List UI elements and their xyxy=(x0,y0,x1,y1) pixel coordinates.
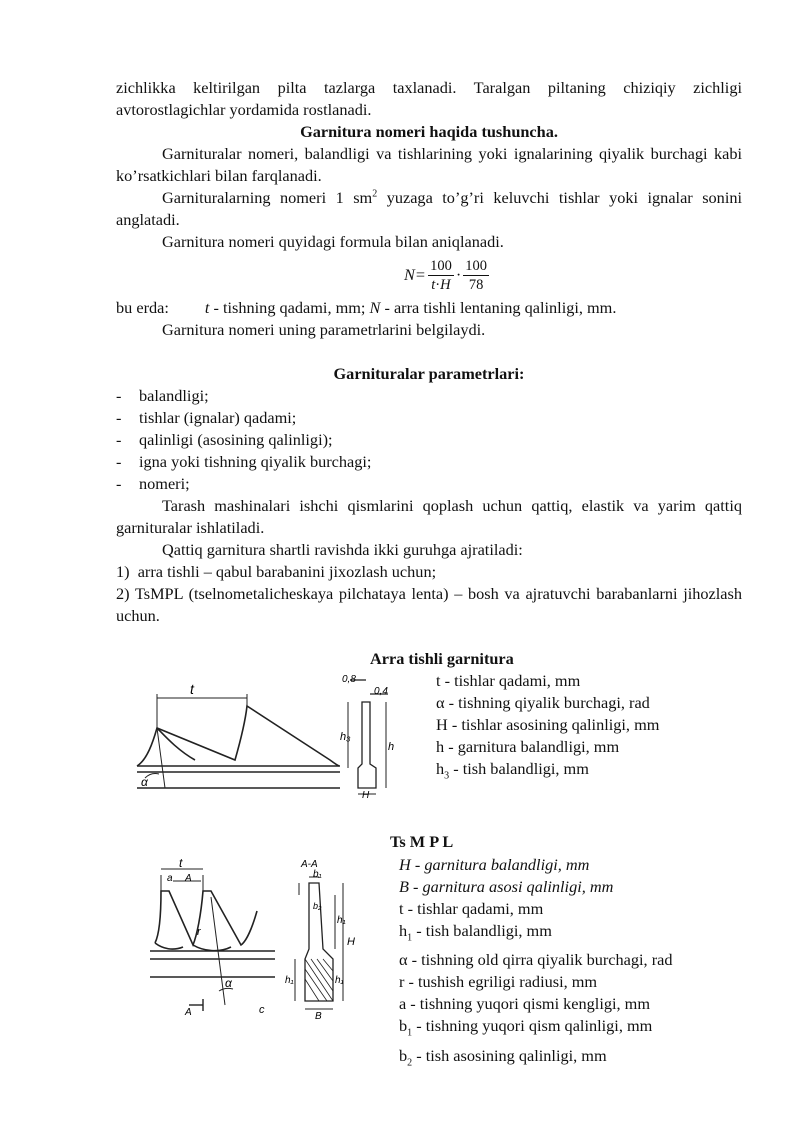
legend-item: H - garnitura balandligi, mm xyxy=(399,855,590,874)
document-page xyxy=(116,77,742,627)
legend-item: α - tishning qiyalik burchagi, rad xyxy=(436,693,650,712)
list-item: - igna yoki tishning qiyalik burchagi; xyxy=(116,451,742,473)
figure1-label-h: h xyxy=(388,741,395,753)
section-title-garnitura-nomeri: Garnitura nomeri haqida tushuncha. xyxy=(300,122,558,141)
figure2-label-alpha: α xyxy=(225,976,232,990)
paragraph-garnitura-turlari: Tarash mashinalari ishchi qismlarini qoplash uchun qattiq, elastik va yarim qattiq garnituralar ishlatiladi. xyxy=(116,496,742,537)
figure2-label-A: A xyxy=(185,873,192,884)
figure2-drawing xyxy=(145,855,280,1020)
list-item: - nomeri; xyxy=(116,473,742,495)
figure1-label-08: 0,8 xyxy=(342,674,356,685)
figure2-label-b1: b₁ xyxy=(313,869,322,880)
figure2-label-h1-right: h₁ xyxy=(335,975,344,986)
paragraph-garnitura-farq: Garnituralar nomeri, balandligi va tishlarining yoki ignalarining qiyalik burchagi kabi ko’rsatkichlari bilan farqlanadi. xyxy=(116,144,742,185)
figure1-label-H: H xyxy=(362,790,370,800)
numbered-item-2: 2) TsMPL (tselnometalicheskaya pilchataya lenta) – bosh va ajratuvchi barabanlarni jihozlash uchun. xyxy=(116,584,742,625)
figure2-legend xyxy=(399,854,673,1074)
figure1-label-alpha: α xyxy=(141,775,148,789)
paragraph-formula-intro: Garnitura nomeri quyidagi formula bilan aniqlanadi. xyxy=(162,232,504,251)
figure1-label-h3: h₃ xyxy=(340,731,351,743)
figure1-label-t: t xyxy=(190,681,194,697)
parameter-list xyxy=(116,385,742,495)
figure2-label-h1-top: h₁ xyxy=(337,915,346,926)
legend-item: t - tishlar qadami, mm xyxy=(436,671,581,690)
formula-definitions: bu erda: t - tishning qadami, mm; N - arra tishli lentaning qalinligi, mm. xyxy=(116,298,617,317)
figure2-label-a: a xyxy=(167,873,173,884)
legend-item: $h_3$ - tish balandligi, mm xyxy=(436,759,589,782)
figure1-label-04: 0,4 xyxy=(374,686,388,697)
figure2-label-c: c xyxy=(259,1004,265,1016)
list-item: - qalinligi (asosining qalinligi); xyxy=(116,429,742,451)
legend-item: B - garnitura asosi qalinligi, mm xyxy=(399,877,614,896)
paragraph-ikki-guruh: Qattiq garnitura shartli ravishda ikki guruhga ajratiladi: xyxy=(162,540,523,559)
legend-item: H - tishlar asosining qalinligi, mm xyxy=(436,715,660,734)
figure1-legend xyxy=(436,670,659,787)
list-item: - tishlar (ignalar) qadami; xyxy=(116,407,742,429)
list-item: - balandligi; xyxy=(116,385,742,407)
figure2-section-drawing xyxy=(285,855,365,1020)
legend-item: t - tishlar qadami, mm xyxy=(399,899,544,918)
paragraph-parametrlar: Garnitura nomeri uning parametrlarini belgilaydi. xyxy=(162,320,486,339)
figure2-label-r: r xyxy=(197,926,201,938)
legend-item: α - tishning old qirra qiyalik burchagi, rad xyxy=(399,950,673,970)
legend-item: a - tishning yuqori qismi kengligi, mm xyxy=(399,994,650,1014)
paragraph-garnitura-nomeri: Garnituralarning nomeri 1 $sm^2$ yuzaga to’g’ri keluvchi tishlar yoki ignalar sonini anglatadi. xyxy=(116,188,743,229)
figure2-label-b2: b₂ xyxy=(313,901,322,911)
legend-item: r - tushish egriligi radiusi, mm xyxy=(399,972,598,992)
intro-paragraph: zichlikka keltirilgan pilta tazlarga taxlanadi. Taralgan piltaning chiziqiy zichligi avtorostlagichlar yordamida rostlanadi. xyxy=(116,78,742,119)
figure2-label-AA: A-A xyxy=(301,859,318,870)
figure2-label-h1-left: h₁ xyxy=(285,975,294,986)
legend-item: $b_1$ - tishning yuqori qism qalinligi, mm xyxy=(399,1016,653,1039)
figure1-section-drawing xyxy=(340,672,412,800)
figure2-label-t: t xyxy=(179,856,183,870)
legend-item: $h_1$ - tish balandligi, mm xyxy=(399,921,552,944)
numbered-item-1: 1) arra tishli – qabul barabanini jixozlash uchun; xyxy=(116,562,437,581)
formula-garnitura-nomeri: N = $\frac{100}{t\cdot H}$ · $\frac{100}{78}$ xyxy=(404,257,487,293)
figure2-label-A-bottom: A xyxy=(185,1007,192,1018)
section-title-parametrlar: Garnituralar parametrlari: xyxy=(333,364,525,383)
figure2-label-H: H xyxy=(347,936,355,948)
legend-item: $b_2$ - tish asosining qalinligi, mm xyxy=(399,1045,607,1068)
legend-item: h - garnitura balandligi, mm xyxy=(436,737,620,756)
figure2-label-B: B xyxy=(315,1011,322,1020)
figure2-title: Ts M P L xyxy=(390,832,454,851)
figure1-title: Arra tishli garnitura xyxy=(370,649,514,668)
